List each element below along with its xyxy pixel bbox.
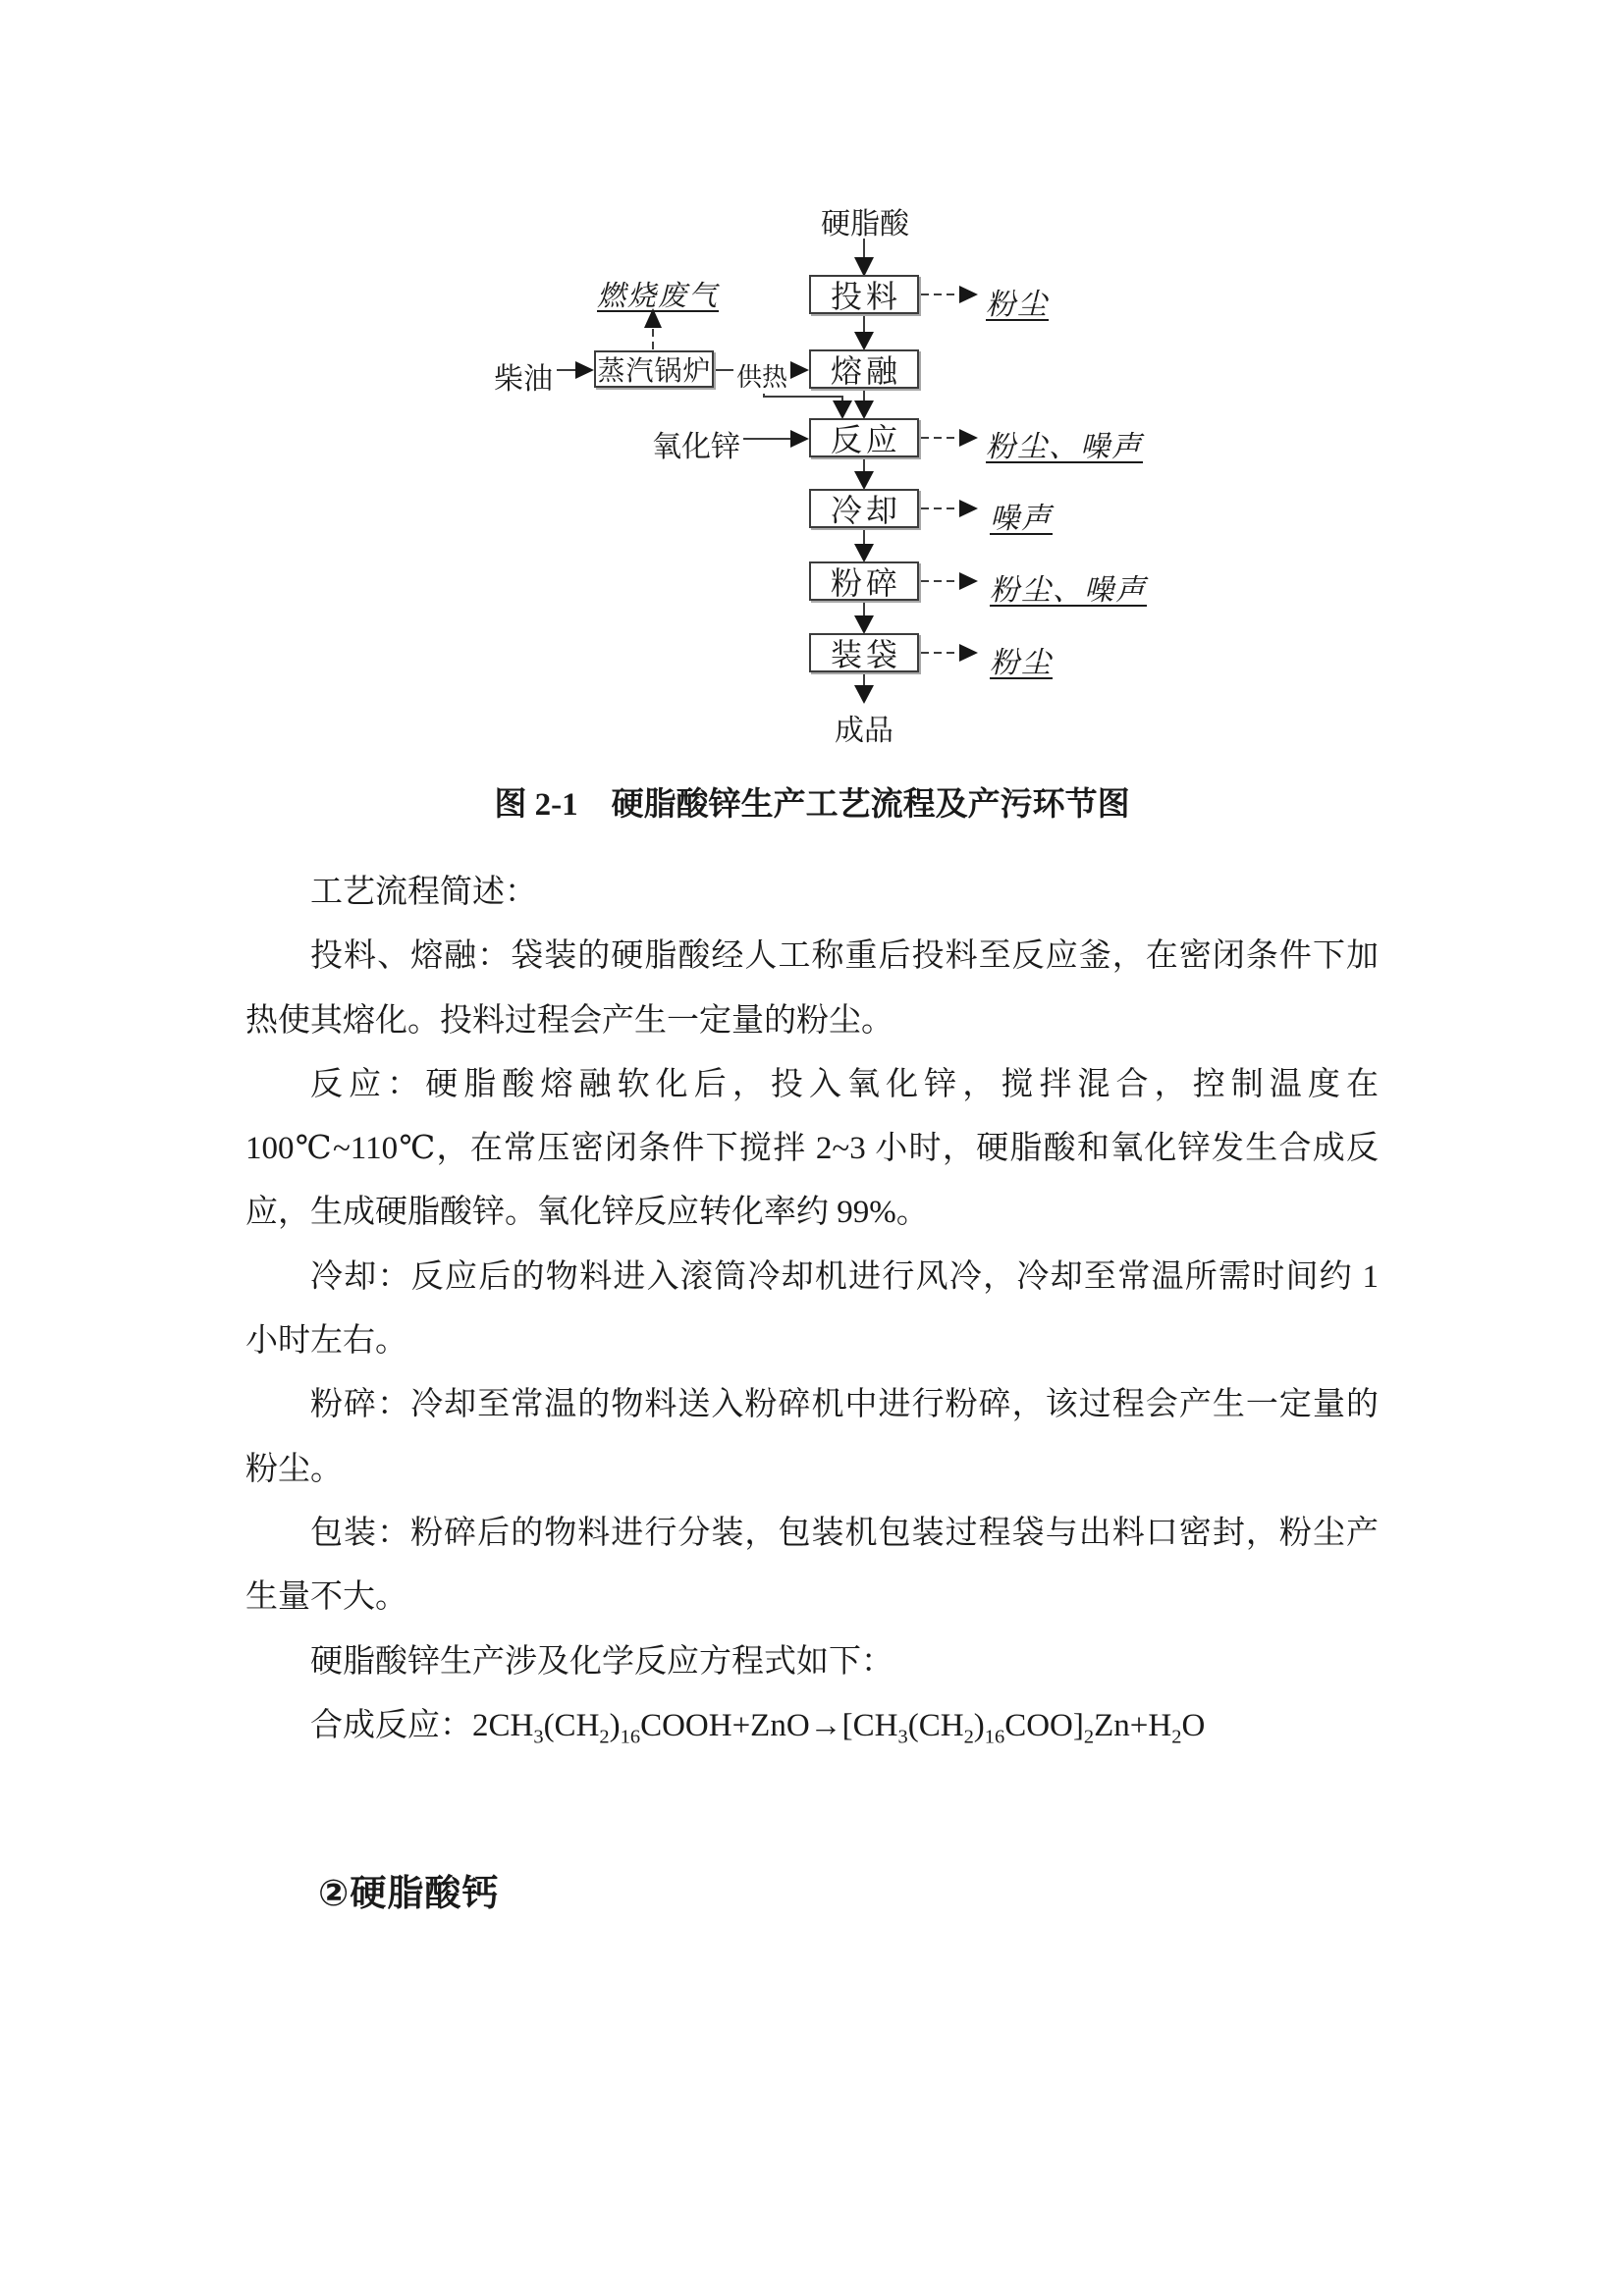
formula-segment: 2 [963, 1726, 974, 1748]
figure-caption [0, 778, 1624, 825]
flow-box-steam-boiler: 蒸汽锅炉 [594, 350, 714, 388]
flow-box-melting: 熔融 [809, 349, 919, 389]
flow-box-feeding: 投料 [809, 275, 919, 314]
zinc-oxide-label: 氧化锌 [652, 431, 740, 463]
formula-segment: 3 [897, 1726, 908, 1748]
paragraph-packing: 包装：粉碎后的物料进行分装，包装机包装过程袋与出料口密封，粉尘产生量不大。 [245, 1515, 1379, 1616]
body-text [245, 861, 1379, 1770]
section-heading-calcium-stearate: ②硬脂酸钙 [318, 1873, 500, 1913]
formula-segment: 16 [984, 1726, 1005, 1748]
paragraph-feeding-melting: 投料、熔融：袋装的硬脂酸经人工称重后投料至反应釜，在密闭条件下加热使其熔化。投料过程会产生一定量的粉尘。 [245, 938, 1379, 1039]
input-label-stearic-acid: 硬脂酸 [821, 208, 909, 240]
formula-segment: ) [973, 1707, 985, 1743]
emission-dust-feeding: 粉尘 [986, 289, 1049, 321]
formula-segment: 2 [1083, 1726, 1095, 1748]
formula-segment: COO] [1004, 1707, 1084, 1743]
formula-segment: 2 [599, 1726, 610, 1748]
paragraph-cooling: 冷却：反应后的物料进入滚筒冷却机进行风冷，冷却至常温所需时间约 1 小时左右。 [245, 1258, 1379, 1360]
heat-supply-label: 供热 [733, 357, 790, 394]
figure-title: 硬脂酸锌生产工艺流程及产污环节图 [611, 787, 1130, 823]
paragraph-reaction: 反应：硬脂酸熔融软化后，投入氧化锌，搅拌混合，控制温度在 100℃~110℃，在常压密闭条件下搅拌 2~3 小时，硬脂酸和氧化锌发生合成反应，生成硬脂酸锌。氧化锌反应转化率约 99%。 [245, 1066, 1379, 1231]
flow-box-bagging: 装袋 [809, 633, 919, 672]
figure-number: 图 2-1 [494, 787, 578, 823]
product-label: 成品 [835, 715, 893, 747]
formula-segment: 3 [533, 1726, 544, 1748]
formula-segment: 2CH [472, 1707, 534, 1743]
paragraph-crushing: 粉碎：冷却至常温的物料送入粉碎机中进行粉碎，该过程会产生一定量的粉尘。 [245, 1387, 1379, 1487]
flue-gas-label: 燃烧废气 [597, 281, 720, 312]
flow-box-reaction: 反应 [809, 418, 919, 457]
formula-segment: O [1181, 1707, 1206, 1743]
formula-segment: COOH+ZnO→[CH [640, 1707, 898, 1743]
formula-segment: 2 [1171, 1726, 1182, 1748]
equation-label: 合成反应： [310, 1707, 472, 1743]
emission-dust-noise-crushing: 粉尘、噪声 [990, 574, 1147, 607]
flow-box-crushing: 粉碎 [809, 561, 919, 601]
flow-box-cooling: 冷却 [809, 489, 919, 528]
diesel-label: 柴油 [494, 363, 553, 396]
formula-segment: (CH [907, 1707, 964, 1743]
paragraph-equation-intro: 硬脂酸锌生产涉及化学反应方程式如下： [310, 1643, 893, 1680]
formula-segment: Zn+H [1094, 1707, 1172, 1743]
synthesis-reaction-equation [245, 1694, 1379, 1770]
paragraph-process-brief: 工艺流程简述： [310, 875, 537, 910]
formula-segment: (CH [543, 1707, 600, 1743]
emission-dust-bagging: 粉尘 [990, 647, 1053, 679]
emission-noise-cooling: 噪声 [990, 503, 1053, 535]
emission-dust-noise-reaction: 粉尘、噪声 [986, 431, 1143, 463]
formula-segment: 16 [620, 1726, 641, 1748]
formula-segment: ) [609, 1707, 621, 1743]
